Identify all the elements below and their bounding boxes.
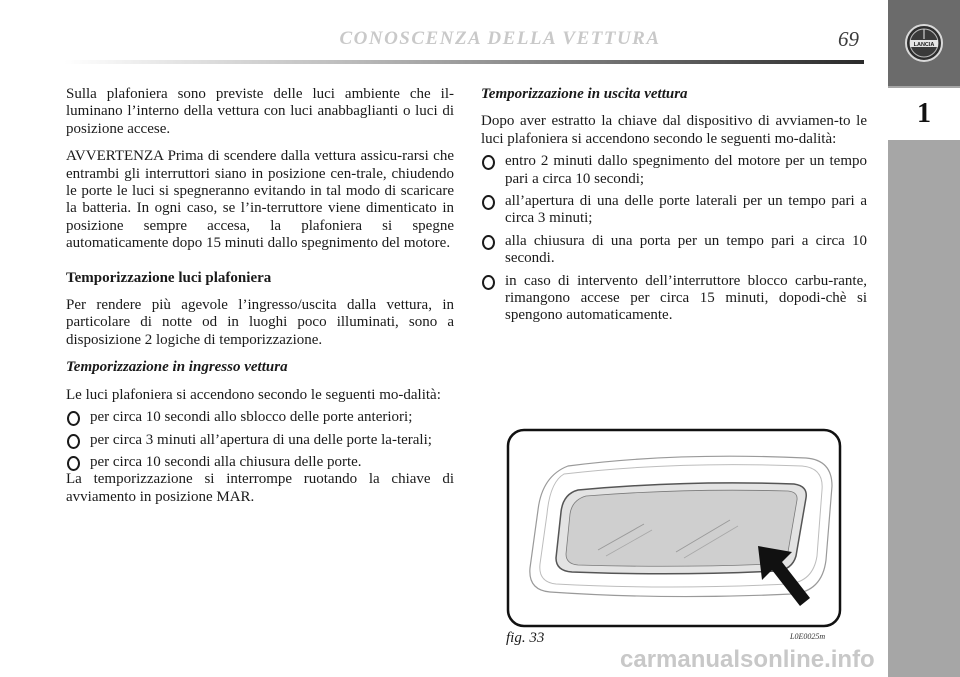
- list-item: per circa 10 secondi allo sblocco delle porte anteriori;: [66, 409, 454, 426]
- figure-code: L0E0025m: [790, 632, 826, 641]
- section-header-title: CONOSCENZA DELLA VETTURA: [339, 28, 661, 49]
- list-item: entro 2 minuti dallo spegnimento del motore per un tempo pari a circa 10 secondi;: [481, 153, 867, 188]
- figure-caption: fig. 33: [506, 630, 545, 646]
- entry-subsection-title: Temporizzazione in ingresso vettura: [66, 359, 288, 376]
- page-number: 69: [838, 27, 859, 51]
- entry-subsection-paragraph: Le luci plafoniera si accendono secondo le seguenti mo-dalità:: [66, 386, 441, 403]
- list-item: per circa 3 minuti all’apertura di una delle porte la-terali;: [66, 432, 454, 449]
- exit-subsection-paragraph: Dopo aver estratto la chiave dal dispositivo di avviamen-to le luci plafoniera si accendono secondo le seguenti mo-dalità:: [481, 113, 867, 147]
- list-item: in caso di intervento dell’interruttore blocco carbu-rante, rimangono accese per circa 15 minuti, dopodi-chè si spengono automaticamente.: [481, 273, 867, 325]
- intro-paragraph: Sulla plafoniera sono previste delle luci ambiente che il-luminano l’interno della vettura con luci anabbaglianti o luci di posizione accese.: [66, 86, 454, 137]
- watermark: carmanualsonline.info: [620, 646, 875, 673]
- brand-logo: [904, 23, 944, 63]
- figure-ceiling-light: [506, 428, 842, 628]
- right-column: [481, 86, 867, 325]
- list-item: all’apertura di una delle porte laterali per un tempo pari a circa 3 minuti;: [481, 193, 867, 228]
- exit-subsection-title: Temporizzazione in uscita vettura: [481, 86, 688, 102]
- closing-paragraph: La temporizzazione si interrompe ruotando la chiave di avviamento in posizione MAR.: [66, 471, 454, 505]
- warning-paragraph: AVVERTENZA Prima di scendere dalla vettura assicu-rarsi che entrambi gli interruttori siano in posizione cen-trale, chiudendo le porte le luci si spegneranno evitando in tal modo di scaricare la batteria. In ogni caso, se l’in-terruttore viene dimenticato in posizione sempre accesa, la plafoniera si spegne automaticamente dopo 15 minuti dallo spegnimento del motore.: [66, 148, 454, 252]
- logo-text: LANCIA: [913, 42, 935, 48]
- list-item: per circa 10 secondi alla chiusura delle porte.: [66, 454, 454, 471]
- list-item: alla chiusura di una porta per un tempo pari a circa 10 secondi.: [481, 233, 867, 268]
- section-title: Temporizzazione luci plafoniera: [66, 269, 272, 286]
- left-column: [66, 86, 454, 506]
- section-paragraph: Per rendere più agevole l’ingresso/uscita dalla vettura, in particolare di notte od in luoghi poco illuminati, sono a disposizione 2 logiche di temporizzazione.: [66, 297, 454, 348]
- entry-bullet-list: [66, 409, 454, 471]
- exit-bullet-list: [481, 153, 867, 325]
- chapter-number: 1: [888, 88, 960, 140]
- header-rule: [64, 60, 864, 64]
